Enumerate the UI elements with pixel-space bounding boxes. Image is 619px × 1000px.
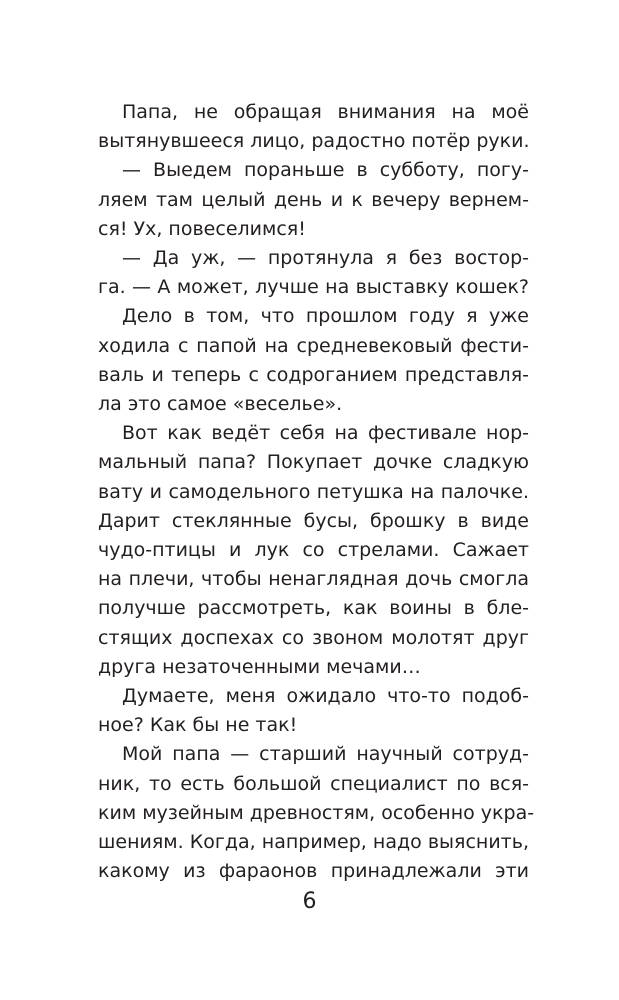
text-line: ла это самое «веселье». [98, 393, 343, 415]
text-line: вату и самодельного петушка на палочке. [98, 480, 529, 503]
text-line: какому из фараонов принадлежали эти [98, 860, 529, 883]
text-line: ким музейным древностям, особенно укра- [98, 801, 535, 824]
text-line: шениям. Когда, например, надо выяснить, [98, 831, 529, 853]
text-line: на плечи, чтобы ненаглядная дочь смогла [98, 568, 529, 591]
text-line: га. — А может, лучше на выставку кошек? [98, 276, 529, 299]
text-line: стящих доспехах со звоном молотят друг [98, 626, 529, 649]
text-line: валь и теперь с содроганием представля- [98, 363, 529, 386]
text-line: — Выедем пораньше в субботу, погу- [122, 159, 529, 182]
text-line: ное? Как бы не так! [98, 714, 298, 737]
page-number: 6 [302, 889, 317, 914]
text-line: Дарит стеклянные бусы, брошку в виде [98, 509, 529, 532]
text-line: ся! Ух, повеселимся! [98, 217, 306, 240]
text-line: вытянувшееся лицо, радостно потёр руки. [98, 130, 530, 153]
text-line: ник, то есть большой специалист по вся- [98, 772, 529, 795]
text-line: ходила с папой на средневековый фести- [98, 334, 529, 357]
text-line: Дело в том, что прошлом году я уже [122, 305, 529, 328]
text-line: ляем там целый день и к вечеру вернем- [98, 188, 529, 211]
text-line: мальный папа? Покупает дочке сладкую [98, 451, 529, 474]
text-line: — Да уж, — протянула я без востор- [122, 247, 529, 269]
text-line: Папа, не обращая внимания на моё [122, 101, 529, 123]
text-line: друга незаточенными мечами… [98, 655, 421, 678]
text-line: Вот как ведёт себя на фестивале нор- [122, 422, 529, 445]
text-line: получше рассмотреть, как воины в бле- [98, 597, 529, 620]
text-line: Думаете, меня ожидало что-то подоб- [122, 685, 529, 707]
text-line: Мой папа — старший научный сотруд- [122, 743, 529, 766]
text-line: чудо-птицы и лук со стрелами. Сажает [98, 539, 529, 561]
